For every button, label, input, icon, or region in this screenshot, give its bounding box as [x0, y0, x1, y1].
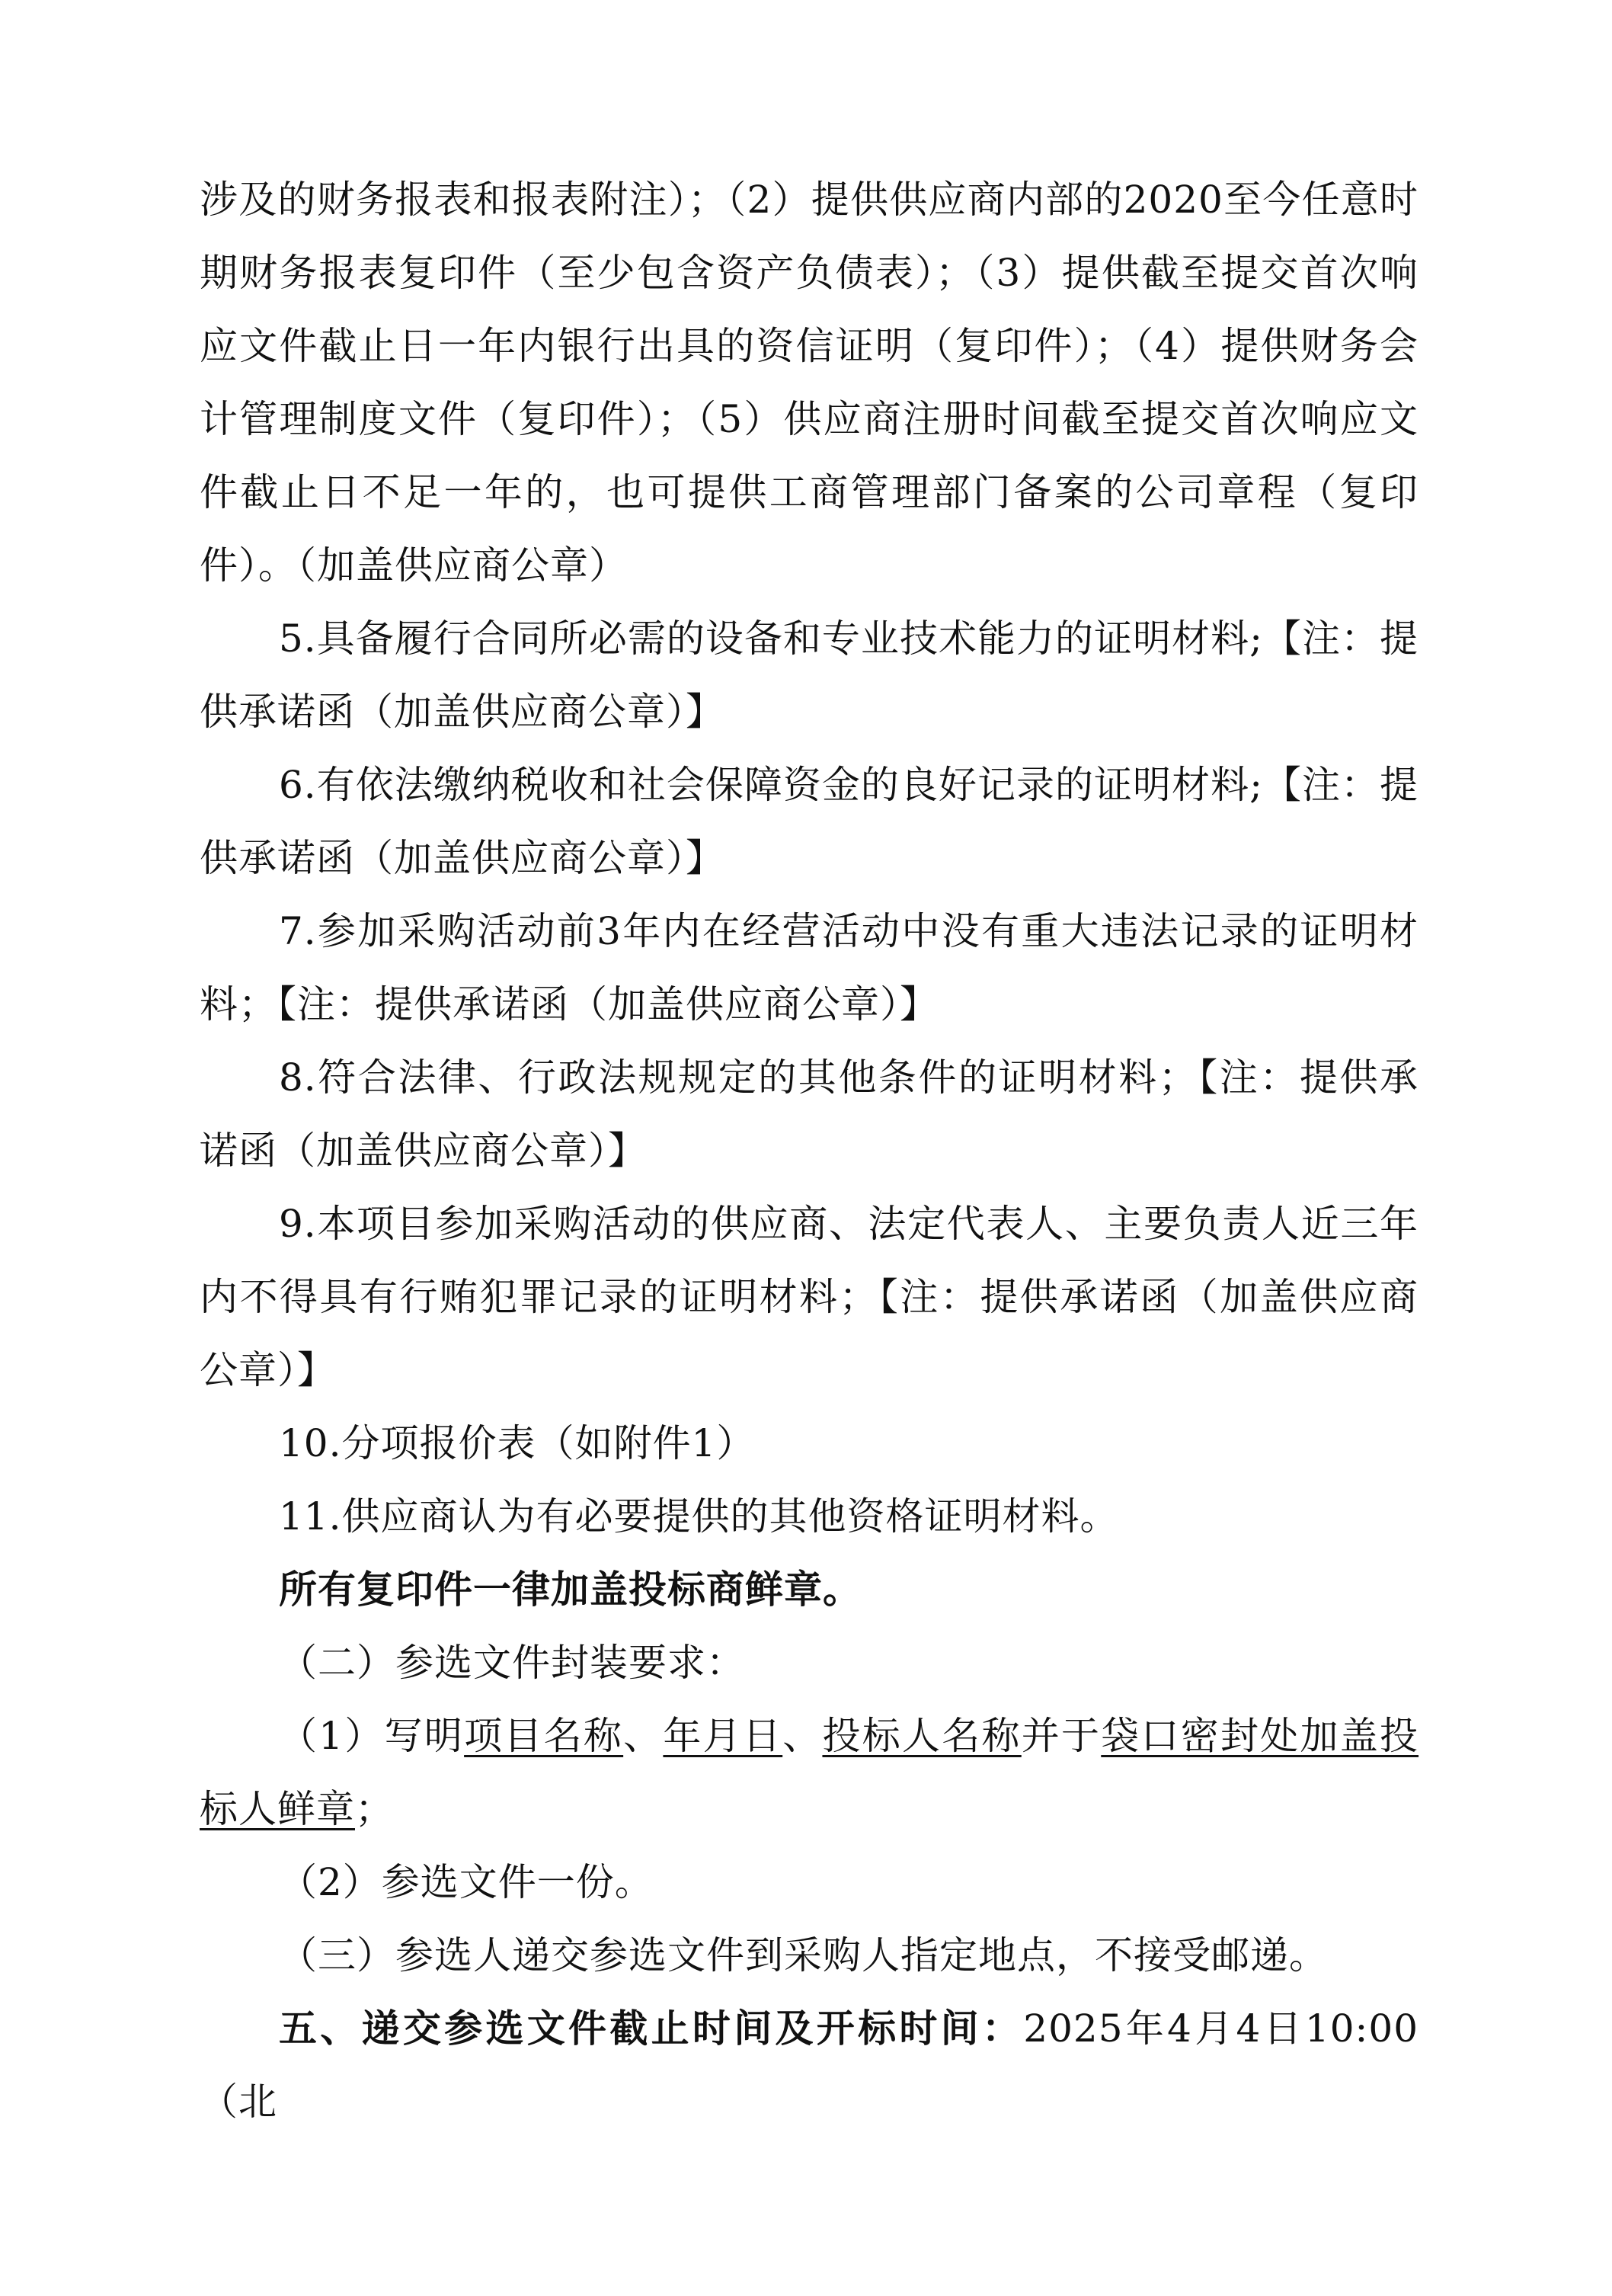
- section-5-text: 2025年4月4日10:00（北: [200, 2006, 1418, 2124]
- section-2-title: （二）参选文件封装要求：: [279, 1641, 745, 1685]
- item-7: 7.参加采购活动前3年内在经营活动中没有重大违法记录的证明材料；【注：提供承诺函（加盖供应商公章）】: [200, 909, 1418, 1026]
- req-1-prefix: （1）写明: [279, 1714, 465, 1758]
- req-1-suffix: ；: [355, 1787, 394, 1831]
- requirement-2: （2）参选文件一份。: [279, 1860, 654, 1904]
- item-5: 5.具备履行合同所必需的设备和专业技术能力的证明材料;【注：提供承诺函（加盖供应商公章）】: [200, 616, 1418, 734]
- paragraph-finance-continued: 涉及的财务报表和报表附注）；（2）提供供应商内部的2020至今任意时期财务报表复印件（至少包含资产负债表）；（3）提供截至提交首次响应文件截止日一年内银行出具的资信证明（复印件）；（4）提供财务会计管理制度文件（复印件）；（5）供应商注册时间截至提交首次响应文件截止日不足一年的，也可提供工商管理部门备案的公司章程（复印件）。（加盖供应商公章）: [200, 178, 1418, 588]
- req-1-seal-place: 袋口密封处加盖投标人鲜章: [200, 1714, 1419, 1831]
- req-1-date: 年月日: [663, 1714, 783, 1758]
- document-body: [200, 163, 1418, 2138]
- req-1-project-name: 项目名称: [464, 1714, 624, 1758]
- req-1-sep2: 、: [782, 1714, 823, 1758]
- section-5-heading: 五、递交参选文件截止时间及开标时间：: [279, 2006, 1024, 2051]
- item-6: 6.有依法缴纳税收和社会保障资金的良好记录的证明材料;【注：提供承诺函（加盖供应商公章）】: [200, 763, 1418, 880]
- requirement-1: [200, 1699, 1418, 1846]
- item-8: 8.符合法律、行政法规规定的其他条件的证明材料；【注：提供承诺函（加盖供应商公章）】: [200, 1055, 1418, 1173]
- item-9: 9.本项目参加采购活动的供应商、法定代表人、主要负责人近三年内不得具有行贿犯罪记录的证明材料；【注：提供承诺函（加盖供应商公章）】: [200, 1202, 1418, 1392]
- section-3: （三）参选人递交参选文件到采购人指定地点，不接受邮递。: [279, 1933, 1328, 1977]
- req-1-mid: 并于: [1021, 1714, 1102, 1758]
- section-5: [200, 1992, 1418, 2138]
- item-11: 11.供应商认为有必要提供的其他资格证明材料。: [279, 1494, 1119, 1539]
- req-1-bidder-name: 投标人名称: [822, 1714, 1022, 1758]
- item-10: 10.分项报价表（如附件1）: [279, 1421, 756, 1465]
- seal-note: 所有复印件一律加盖投标商鲜章。: [279, 1567, 862, 1612]
- req-1-sep1: 、: [623, 1714, 664, 1758]
